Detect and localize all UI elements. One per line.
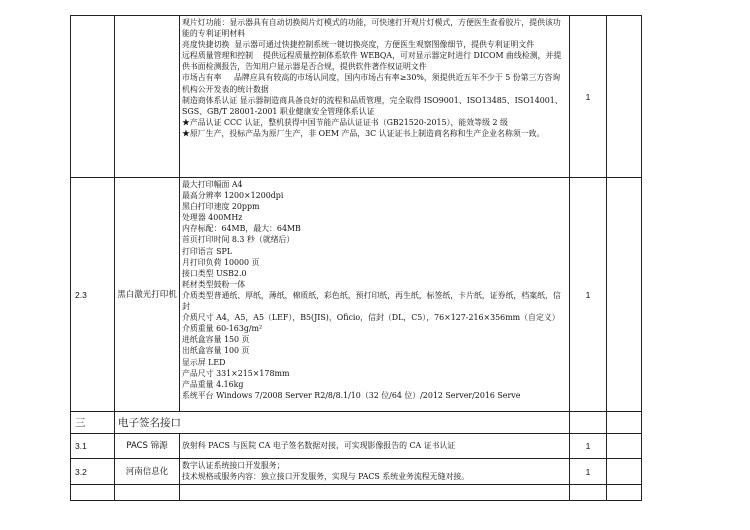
item-quantity: 1: [570, 459, 607, 485]
table-row: [71, 16, 642, 178]
item-quantity-cell: [570, 485, 607, 501]
item-number: 3.2: [71, 459, 115, 485]
item-number: 2.3: [71, 178, 115, 412]
item-spec-cell: 观片灯功能：显示器具有自动切换阅片灯模式的功能，可快速打开观片灯模式，方便医生查看胶片，提供该功能的专利证明材料 亮度快捷切换 显示器可通过快捷控制系统一键切换亮度，方便医生观察图像细节，提供专利证明文件 远程质量管理和控制 提供远程质量控制体系软件 WEBQA，可对显示器定时进行 DICOM 曲线检测，并提供书面检测报告，告知用户显示器是否合规，提供软件著作权证明文件 市场占有率 品牌应具有较高的市场认同度，国内市场占有率≥30%，须提供近五年不少于 5 份第三方咨询机构公开发表的统计数据 制造商体系认证 显示器制造商具备良好的流程和品质管理，完全取得 ISO9001、ISO13485、ISO14001、SGS、GB/T 28001-2001 职业健康安全管理体系认证 ★产品认证 CCC 认证，整机获得中国节能产品认证证书（GB21520-2015），能效等级 2 级 ★原厂生产，投标产品为原厂生产，非 OEM 产品，3C 认证证书上制造商名称和生产企业名称须一致。: [180, 16, 570, 178]
item-number-cell: [71, 16, 115, 178]
table-row: [71, 434, 642, 459]
item-spec-cell: [180, 485, 570, 501]
item-quantity-cell: [570, 412, 607, 434]
section-number: 三: [71, 412, 115, 434]
item-remark-cell: [607, 412, 642, 434]
item-remark-cell: [607, 434, 642, 459]
item-name: PACS 锦源: [115, 434, 180, 459]
item-number: 3.1: [71, 434, 115, 459]
item-spec-cell: 最大打印幅面 A4 最高分辨率 1200×1200dpi 黑白打印速度 20ppm 处理器 400MHz 内存标配：64MB，最大：64MB 首页打印时间 8.3 秒（就绪后） 打印语言 SPL 月打印负荷 10000 页 接口类型 USB2.0 耗材类型鼓粉一体 介质类型普通纸、厚纸，薄纸，棉质纸，彩色纸，预打印纸，再生纸，标签纸，卡片纸，证券纸，档案纸，信封 介质尺寸 A4，A5，A5（LEF），B5(JIS)，Oficio，信封（DL，C5），76×127-216×356mm（自定义） 介质重量 60-163g/m² 进纸盒容量 150 页 出纸盒容量 100 页 显示屏 LED 产品尺寸 331×215×178mm 产品重量 4.16kg 系统平台 Windows 7/2008 Server R2/8/8.1/10（32 位/64 位）/2012 Server/2016 Serve: [180, 178, 570, 412]
section-title: 电子签名接口: [115, 412, 570, 434]
item-name: 河南信息化: [115, 459, 180, 485]
spec-table: [70, 15, 642, 501]
item-remark-cell: [607, 485, 642, 501]
item-quantity: 1: [570, 16, 607, 178]
table-row: [71, 459, 642, 485]
section-header-row: [71, 412, 642, 434]
item-spec-cell: 放射科 PACS 与医院 CA 电子签名数据对接，可实现影像报告的 CA 证书认证: [180, 434, 570, 459]
item-quantity: 1: [570, 434, 607, 459]
item-name-cell: [115, 485, 180, 501]
table-row: [71, 178, 642, 412]
table-row: [71, 485, 642, 501]
item-quantity: 1: [570, 178, 607, 412]
item-spec-cell: 数字认证系统接口开发服务； 技术规格或服务内容：独立接口开发服务，实现与 PACS 系统业务流程无缝对接。: [180, 459, 570, 485]
item-name-cell: [115, 16, 180, 178]
item-number-cell: [71, 485, 115, 501]
item-remark-cell: [607, 16, 642, 178]
item-remark-cell: [607, 178, 642, 412]
item-remark-cell: [607, 459, 642, 485]
item-name: 黑白激光打印机: [115, 178, 180, 412]
